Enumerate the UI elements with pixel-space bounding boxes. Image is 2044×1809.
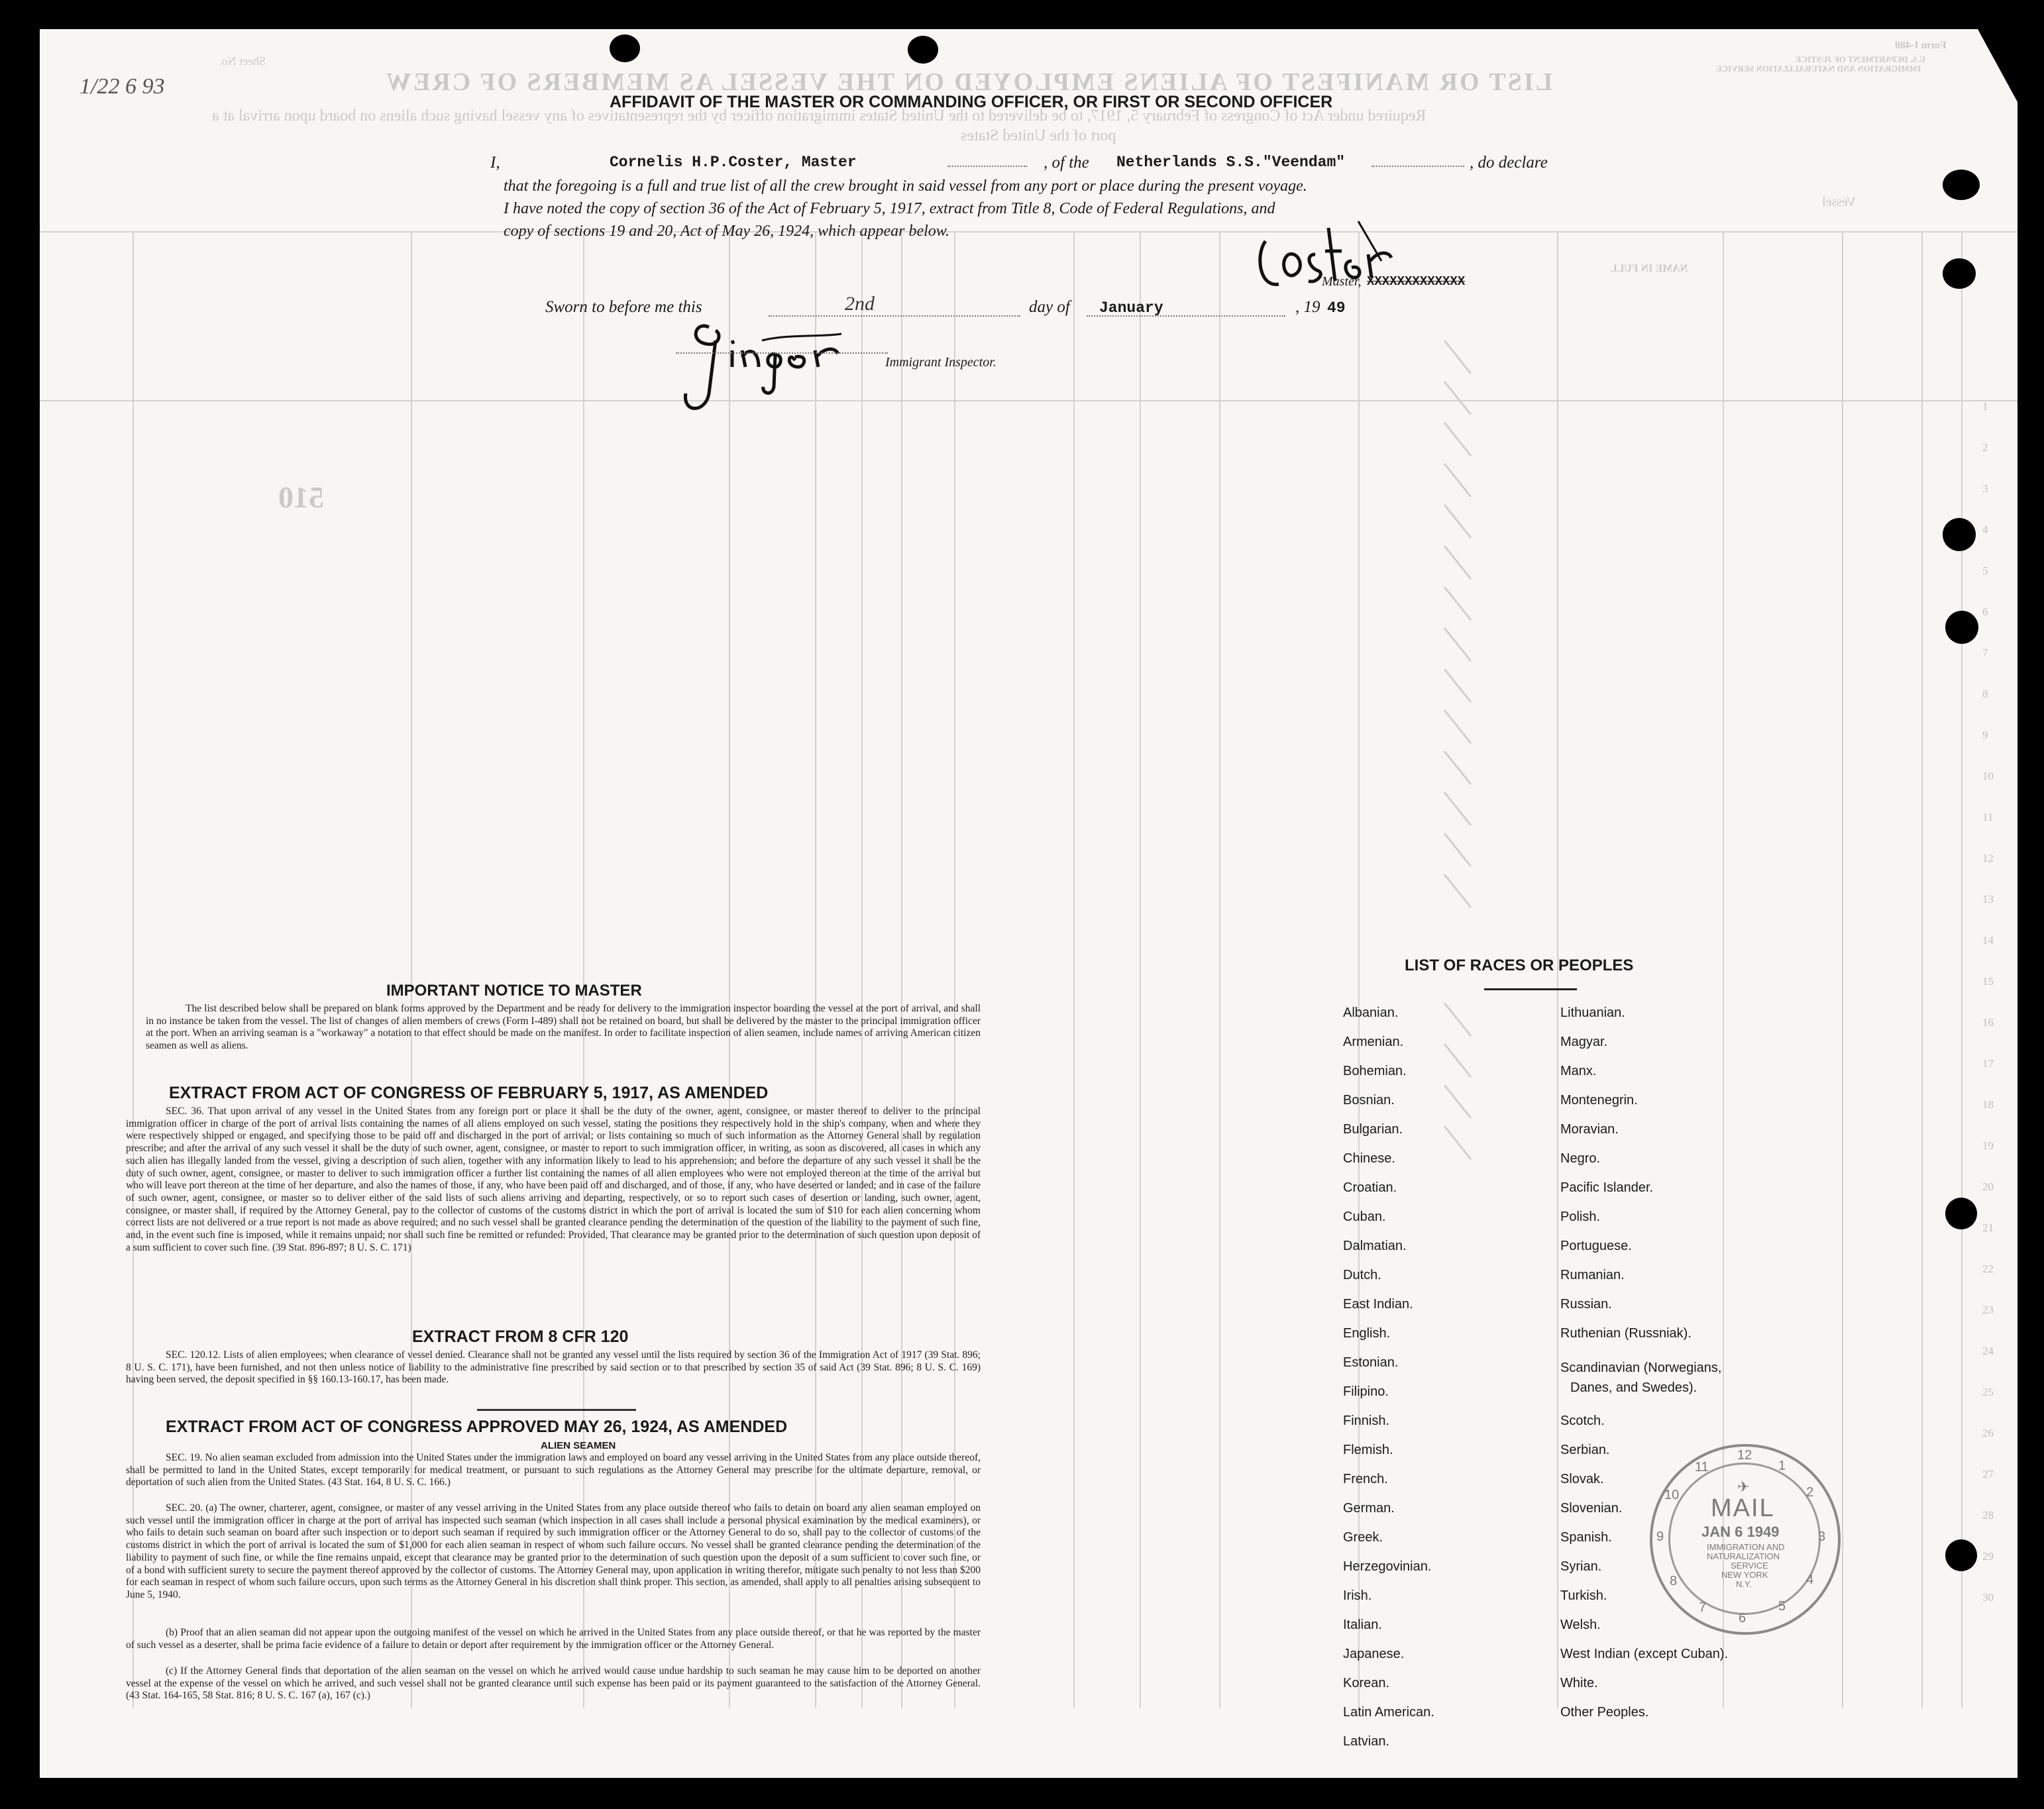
stamp-line5: N.Y. — [1736, 1579, 1752, 1589]
stamp-ring-5: 5 — [1778, 1599, 1786, 1614]
row-number: 5 — [1982, 564, 1988, 577]
extract-1924-title: EXTRACT FROM ACT OF CONGRESS APPROVED MAY 26, 1924, AS AMENDED — [166, 1418, 788, 1436]
race-item: Scandinavian (Norwegians, — [1560, 1361, 1722, 1375]
inspector-label: Immigrant Inspector. — [885, 355, 996, 370]
stamp-mail: MAIL — [1711, 1494, 1775, 1522]
of-the-label: , of the — [1044, 154, 1089, 172]
race-item: Welsh. — [1560, 1618, 1601, 1632]
sworn-month: January — [1099, 299, 1163, 317]
row-number: 17 — [1982, 1057, 1994, 1070]
notice-title: IMPORTANT NOTICE TO MASTER — [386, 982, 642, 1000]
alien-seamen-subtitle: ALIEN SEAMEN — [541, 1440, 616, 1451]
row-number: 7 — [1982, 646, 1988, 659]
race-item: Albanian. — [1343, 1006, 1399, 1020]
race-item: Russian. — [1560, 1297, 1612, 1312]
notice-body: The list described below shall be prepared on blank forms approved by the Department and be ready for delivery to the immigration inspector boarding the vessel at the port of arrival, and shall in no instance be taken from the vessel. The list of changes of alien members of crews (Form I-489) shall not be retained on board, but shall be delivered by the master to the principal immigration officer at the port. When an arriving seaman is a "workaway" a notation to that effect should be made on the manifest. In order to facilitate inspection of alien seamen, include names of arriving American citizen seamen as well as aliens. — [146, 1003, 981, 1052]
cfr-rule — [477, 1409, 636, 1411]
row-number: 26 — [1982, 1427, 1994, 1439]
row-number: 1 — [1982, 400, 1988, 413]
row-number: 21 — [1982, 1221, 1994, 1234]
row-number: 30 — [1982, 1591, 1994, 1604]
stamp-ring-3: 3 — [1818, 1529, 1826, 1544]
day-of-label: day of — [1029, 298, 1070, 316]
bleed-subtitle: Required under Act of Congress of February 5, 1917, to be delivered to the United States immigration officer by the representatives of any vessel having such aliens on board upon arrival at a — [212, 107, 1426, 125]
punch-hole-right-1 — [1943, 170, 1980, 200]
inspector-signature — [669, 314, 868, 420]
row-number: 28 — [1982, 1509, 1994, 1522]
race-item: Bosnian. — [1343, 1093, 1395, 1108]
race-item: Manx. — [1560, 1064, 1597, 1078]
punch-hole-right-5 — [1945, 1198, 1977, 1229]
race-item: Flemish. — [1343, 1443, 1393, 1457]
race-item: Spanish. — [1560, 1530, 1612, 1545]
race-item: Serbian. — [1560, 1443, 1610, 1457]
race-item: Latvian. — [1343, 1734, 1390, 1749]
race-item: West Indian (except Cuban). — [1560, 1647, 1729, 1661]
stamp-line4: NEW YORK — [1721, 1570, 1768, 1580]
stamp-ring-6: 6 — [1739, 1611, 1747, 1626]
bleed-number: 510 — [278, 480, 324, 514]
race-item: Estonian. — [1343, 1355, 1399, 1370]
extract-1924-sec19: SEC. 19. No alien seaman excluded from admission into the United States under the immigration laws and employed on board any vessel arriving in the United States from any place outside thereof, shall be permitted to land in the United States, except temporarily for medical treatment, or pursuant to such regulations as the Attorney General may prescribe for the ultimate departure, removal, or deportation of such alien from the United States. (43 Stat. 164, 8 U. S. C. 166.) — [126, 1452, 981, 1488]
race-item: Scotch. — [1560, 1414, 1605, 1428]
row-number: 10 — [1982, 770, 1994, 782]
row-number: 8 — [1982, 688, 1988, 700]
manifest-page — [40, 29, 2017, 1778]
race-item: Pacific Islander. — [1560, 1180, 1654, 1195]
stamp-plane-icon: ✈ — [1737, 1478, 1750, 1495]
race-item: Irish. — [1343, 1588, 1372, 1603]
row-number: 4 — [1982, 523, 1988, 536]
pencil-ticks — [1398, 340, 1564, 1420]
race-item: Danes, and Swedes). — [1570, 1380, 1697, 1395]
race-item: English. — [1343, 1326, 1391, 1341]
sworn-year: 49 — [1327, 299, 1346, 317]
race-item: Latin American. — [1343, 1705, 1434, 1720]
punch-hole-top-left — [610, 34, 640, 62]
extract-1924-sec20a: SEC. 20. (a) The owner, charterer, agent, consignee, or master of any vessel arriving in the United States from any place outside thereof who fails to detain on board any alien seaman employed on such vessel until the immigration officer in charge at the port of arrival has inspected such seaman (which inspection in all cases shall include a personal physical examination by the medical examiners), or who fails to detain such seaman on board after such inspection or to deport such seaman if required by such immigration officer or the Attorney General to do so, shall pay to the collector of customs of the customs district in which the port of arrival is located the sum of $1,000 for each alien seaman in respect of whom such failure occurs. No vessel shall be granted clearance pending the determination of the liability to payment of such fine, or while the fine remains unpaid, except that clearance may be granted prior to the determination of such question upon the deposit of a sum sufficient to cover such fine, or of a bond with sufficient surety to secure the payment thereof approved by the collector of customs. The Attorney General may, upon application in writing therefor, mitigate such penalty to not less than $200 for each seaman in respect of whom such failure occurs, upon such terms as the Attorney General in his discretion shall think proper. This section, as amended, shall apply to all penalties arising subsequent to June 5, 1940. — [126, 1502, 981, 1600]
stamp-date: JAN 6 1949 — [1701, 1524, 1780, 1540]
race-item: Bohemian. — [1343, 1064, 1407, 1078]
row-number: 18 — [1982, 1098, 1994, 1111]
row-number: 12 — [1982, 852, 1994, 864]
races-title: LIST OF RACES OR PEOPLES — [1405, 956, 1634, 974]
race-item: Italian. — [1343, 1618, 1382, 1632]
cfr-title: EXTRACT FROM 8 CFR 120 — [412, 1327, 629, 1346]
stamp-ring-2: 2 — [1806, 1485, 1814, 1500]
affidavit-title: AFFIDAVIT OF THE MASTER OR COMMANDING OFFICER, OR FIRST OR SECOND OFFICER — [610, 93, 1333, 111]
affidavit-line2: that the foregoing is a full and true list of all the crew brought in said vessel from any port or place during the present voyage. — [504, 178, 1307, 195]
punch-hole-right-2 — [1943, 258, 1976, 289]
race-item: Montenegrin. — [1560, 1093, 1638, 1108]
row-number: 27 — [1982, 1468, 1994, 1480]
punch-hole-right-3 — [1943, 518, 1976, 551]
master-name-dots — [947, 166, 1027, 167]
punch-hole-right-4 — [1945, 611, 1978, 644]
races-rule — [1484, 988, 1577, 990]
row-number: 20 — [1982, 1180, 1994, 1193]
race-item: Armenian. — [1343, 1035, 1404, 1049]
race-item: Dutch. — [1343, 1268, 1381, 1282]
extract-1924-sec20b: (b) Proof that an alien seaman did not appear upon the outgoing manifest of the vessel on which he arrived in the United States from any place outside thereof, or that he was reported by the master of such vessel as a deserter, shall be prima facie evidence of a failure to detain or deport after requirement by the immigration officer or the Attorney General. — [126, 1627, 981, 1651]
receipt-stamp — [1650, 1444, 1841, 1635]
corner-note: 1/22 6 93 — [80, 74, 165, 99]
row-number: 3 — [1982, 482, 1988, 495]
race-item: East Indian. — [1343, 1297, 1413, 1312]
race-item: Lithuanian. — [1560, 1006, 1625, 1020]
race-item: Finnish. — [1343, 1414, 1390, 1428]
row-number: 29 — [1982, 1550, 1994, 1563]
stamp-line3: SERVICE — [1731, 1561, 1768, 1571]
row-number: 22 — [1982, 1263, 1994, 1275]
stamp-ring-12: 12 — [1737, 1448, 1752, 1463]
vessel-name: Netherlands S.S."Veendam" — [1116, 154, 1346, 171]
affidavit-line3: I have noted the copy of section 36 of the Act of February 5, 1917, extract from Title 8, Code of Federal Regulations, and — [504, 200, 1275, 217]
race-item: German. — [1343, 1501, 1395, 1516]
race-item: Polish. — [1560, 1210, 1601, 1224]
inspector-line — [676, 352, 888, 354]
affidavit-line4: copy of sections 19 and 20, Act of May 26, 1924, which appear below. — [504, 223, 950, 240]
stamp-ring-1: 1 — [1778, 1459, 1786, 1473]
bleed-sheet-no: Sheet No. — [219, 54, 266, 68]
bleed-dept: U.S. DEPARTMENT OF JUSTICE — [1796, 54, 1926, 64]
race-item: Portuguese. — [1560, 1239, 1632, 1253]
master-label: Master, — [1322, 274, 1362, 289]
cfr-body: SEC. 120.12. Lists of alien employees; when clearance of vessel denied. Clearance shall not be granted any vessel until the lists required by section 36 of the Immigration Act of 1917 (39 Stat. 896; 8 U. S. C. 171), have been furnished, and not then unless notice of liability to the administrative fine prescribed by said section or to that prescribed by section 35 of said Act (39 Stat. 896; 8 U. S. C. 169) having been served, the deposit specified in §§ 160.13-160.17, has been made. — [126, 1349, 981, 1386]
month-dots — [1087, 315, 1285, 317]
race-item: Bulgarian. — [1343, 1122, 1403, 1137]
race-item: Turkish. — [1560, 1588, 1607, 1603]
corner-fold — [1978, 29, 2017, 102]
race-item: Chinese. — [1343, 1151, 1395, 1166]
stamp-ring-4: 4 — [1806, 1573, 1814, 1587]
bleed-port: port of the United States — [961, 127, 1116, 144]
row-number: 24 — [1982, 1345, 1994, 1357]
race-item: Croatian. — [1343, 1180, 1397, 1195]
year-prefix: , 19 — [1295, 298, 1320, 316]
vessel-dots — [1372, 166, 1464, 167]
race-item: French. — [1343, 1472, 1388, 1486]
race-item: Dalmatian. — [1343, 1239, 1407, 1253]
sworn-label: Sworn to before me this — [545, 298, 702, 316]
race-item: Rumanian. — [1560, 1268, 1625, 1282]
sworn-day: 2nd — [845, 293, 875, 315]
extract-1917-body: SEC. 36. That upon arrival of any vessel in the United States from any foreign port or place it shall be the duty of the owner, agent, consignee, or master thereof to deliver to the principal immigration officer in charge of the port of arrival lists containing the names of all aliens employed on such vessel, stating the positions they respectively hold in the ship's company, when and where they were respectively shipped or engaged, and specifying those to be paid off and discharged in the port of arrival; or lists containing so much of such information as the Attorney General shall by regulation prescribe; and after the arrival of any such vessel it shall be the duty of such owner, agent, consignee, or master to report to such immigration officer, in writing, as soon as discovered, all cases in which any such alien has illegally landed from the vessel, giving a description of such alien, together with any information likely to lead to his apprehension; and before the departure of any such vessel it shall be the duty of such owner, agent, consignee, or master to deliver to such immigration officer a further list containing the names of all alien employees who were not employed thereon at the time of the arrival but who will leave port thereon at the time of her departure, and also the names of those, if any, who have been paid off and discharged, and of those, if any, who have deserted or landed; and in case of the failure of such owner, agent, consignee, or master so to deliver either of the said lists of such aliens arriving and departing, respectively, or so to report such cases of desertion or landing, such owner, agent, consignee, or master shall, if required by the Attorney General, pay to the collector of customs of the customs district in which the port of arrival is located the sum of $10 for each alien concerning whom correct lists are not delivered or a true report is not made as above required; and no such vessel shall be granted clearance pending the determination of the question of the liability to the payment of such fine, and, in the event such fine is imposed, while it remains unpaid; nor shall such fine be remitted or refunded: Provided, That clearance may be granted prior to the determination of such question upon deposit of a sum sufficient to cover such fine. (39 Stat. 896-897; 8 U. S. C. 171) — [126, 1106, 981, 1253]
master-name: Cornelis H.P.Coster, Master — [610, 154, 857, 171]
affidavit-i: I, — [490, 154, 500, 172]
stamp-ring-9: 9 — [1656, 1529, 1664, 1544]
stamp-ring-7: 7 — [1699, 1600, 1707, 1615]
punch-hole-right-6 — [1945, 1539, 1977, 1571]
race-item: Herzegovinian. — [1343, 1559, 1432, 1574]
row-number: 25 — [1982, 1386, 1994, 1398]
do-declare-label: , do declare — [1470, 154, 1548, 172]
bleed-name-in-full: NAME IN FULL — [1610, 263, 1688, 274]
race-item: Negro. — [1560, 1151, 1601, 1166]
race-item: Ruthenian (Russniak). — [1560, 1326, 1692, 1341]
race-item: Filipino. — [1343, 1384, 1389, 1399]
stamp-line2: NATURALIZATION — [1707, 1551, 1780, 1561]
master-struck-title: XXXXXXXXXXXXX — [1367, 274, 1466, 289]
race-item: Korean. — [1343, 1676, 1390, 1690]
stamp-line1: IMMIGRATION AND — [1707, 1542, 1785, 1552]
row-number: 14 — [1982, 934, 1994, 947]
bleed-vessel: Vessel — [1822, 195, 1856, 209]
stamp-ring-8: 8 — [1670, 1574, 1678, 1588]
row-number: 15 — [1982, 975, 1994, 988]
extract-1917-title: EXTRACT FROM ACT OF CONGRESS OF FEBRUARY 5, 1917, AS AMENDED — [169, 1084, 769, 1102]
row-number: 9 — [1982, 729, 1988, 741]
row-number: 16 — [1982, 1016, 1994, 1029]
race-item: Slovenian. — [1560, 1501, 1623, 1516]
row-number: 19 — [1982, 1139, 1994, 1152]
race-item: Cuban. — [1343, 1210, 1386, 1224]
race-item: Syrian. — [1560, 1559, 1602, 1574]
row-number: 13 — [1982, 893, 1994, 905]
row-number: 6 — [1982, 605, 1988, 618]
bleed-form-number: Form I-480 — [1895, 40, 1947, 51]
punch-hole-top-right — [908, 36, 938, 64]
row-number: 2 — [1982, 441, 1988, 454]
bleed-service: IMMIGRATION AND NATURALIZATION SERVICE — [1716, 64, 1921, 74]
race-item: Japanese. — [1343, 1647, 1405, 1661]
race-item: Greek. — [1343, 1530, 1383, 1545]
race-item: Other Peoples. — [1560, 1705, 1649, 1720]
row-number: 23 — [1982, 1304, 1994, 1316]
extract-1924-sec20c: (c) If the Attorney General finds that deportation of the alien seaman on the vessel on which he arrived would cause undue hardship to such seaman he may cause him to be deported on another vessel at the expense of the vessel on which he arrived, and such vessel shall not be granted clearance until such expense has been paid or its payment guaranteed to the satisfaction of the Attorney General. (43 Stat. 164-165, 58 Stat. 816; 8 U. S. C. 167 (a), 167 (c).) — [126, 1665, 981, 1702]
race-item: Moravian. — [1560, 1122, 1619, 1137]
race-item: Slovak. — [1560, 1472, 1604, 1486]
race-item: Magyar. — [1560, 1035, 1608, 1049]
bleed-title: LIST OR MANIFEST OF ALIENS EMPLOYED ON THE VESSEL AS MEMBERS OF CREW — [384, 68, 1553, 96]
stamp-ring-10: 10 — [1664, 1488, 1680, 1502]
race-item: White. — [1560, 1676, 1598, 1690]
stamp-ring-11: 11 — [1695, 1460, 1709, 1474]
row-number: 11 — [1982, 811, 1994, 823]
